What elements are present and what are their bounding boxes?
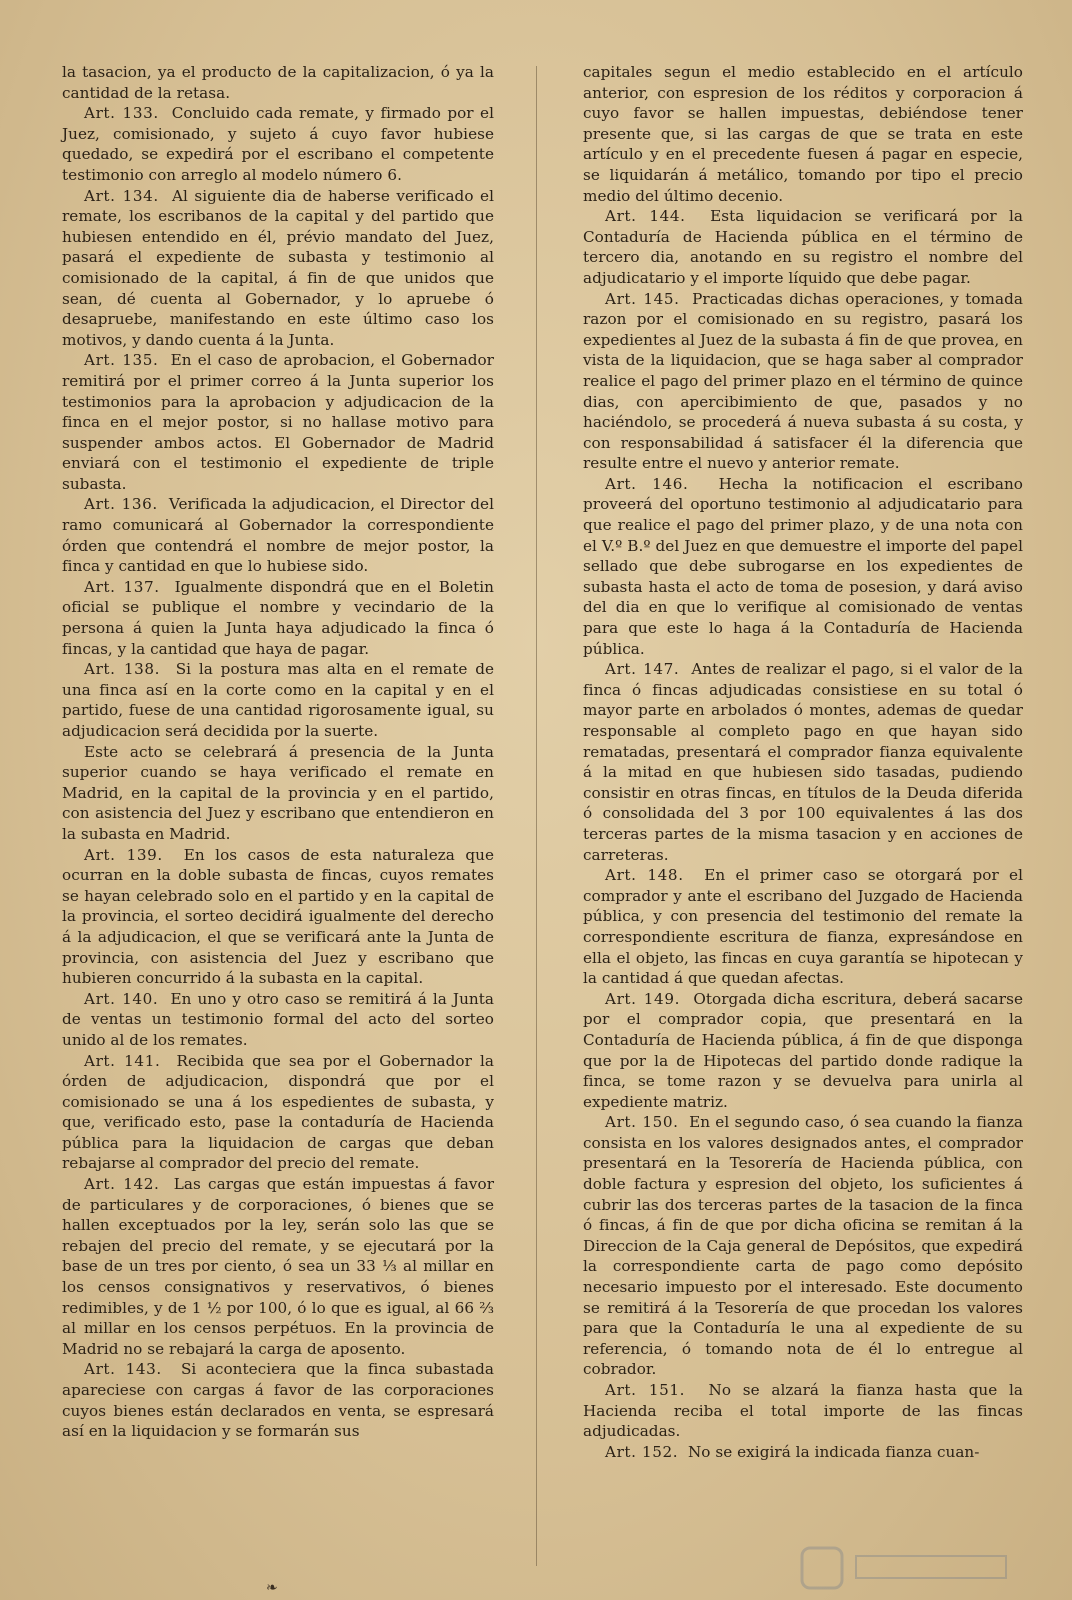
article-number: Art. 143. — [84, 1360, 162, 1379]
article-number: Art. 134. — [84, 186, 159, 205]
column-divider — [536, 66, 537, 1566]
article-paragraph — [62, 494, 494, 576]
article-number: Art. 138. — [84, 660, 161, 679]
article-text: Al siguiente dia de haberse verificado el remate, los escribanos de la capital y del partido que hubiesen entendido en él, prévio mandato del Juez, pasará el expediente de subasta y testimonio al comisionado de la capital, á fin de que unidos que sean, dé cuenta al Gobernador, y lo apruebe ó desapruebe, manifestando en este último caso los motivos, y dando cuenta á la Junta. — [62, 186, 494, 349]
article-text: Concluido cada remate, y firmado por el Juez, comisionado, y sujeto á cuyo favor hubiese quedado, se expedirá por el escribano el competente testimonio con arreglo al modelo número 6. — [62, 104, 495, 184]
article-number: Art. 136. — [84, 495, 158, 514]
right-column — [583, 62, 1023, 1462]
article-number: Art. 142. — [84, 1175, 160, 1194]
archive-watermark — [800, 1542, 1020, 1592]
article-paragraph — [583, 1380, 1023, 1442]
article-paragraph — [583, 289, 1023, 474]
article-paragraph — [583, 206, 1023, 288]
article-paragraph — [583, 1112, 1023, 1380]
article-text: capitales segun el medio establecido en el artículo anterior, con espresion de los réditos y corporacion á cuyo favor se hallen impuestas, debiéndose tener presente que, si las cargas de que se trata en este artículo y en el precedente fuesen á pagar en especie, se liquidarán á metálico, tomando por tipo el precio medio del último decenio. — [583, 63, 1023, 205]
article-text: Otorgada dicha escritura, deberá sacarse por el comprador copia, que presentará en la Contaduría de Hacienda pública, á fin de que disponga que por la de Hipotecas del partido donde radique la finca, se tome razon y se devuelva para unirla al expediente matriz. — [583, 989, 1023, 1111]
article-number: Art. 137. — [84, 577, 160, 596]
article-paragraph — [62, 1051, 494, 1175]
article-paragraph — [583, 989, 1023, 1113]
article-number: Art. 149. — [605, 989, 681, 1008]
article-paragraph — [583, 865, 1023, 989]
article-text: Verificada la adjudicacion, el Director del ramo comunicará al Gobernador la correspondiente órden que contendrá el nombre de mejor postor, la finca y cantidad en que lo hubiese sido. — [62, 495, 494, 576]
article-text: Igualmente dispondrá que en el Boletin oficial se publique el nombre y vecindario de la persona á quien la Junta haya adjudicado la finca ó fincas, y la cantidad que haya de pagar. — [62, 577, 494, 658]
article-paragraph — [62, 845, 494, 989]
article-text: En uno y otro caso se remitirá á la Junta de ventas un testimonio formal del acto del sorteo unido al de los remates. — [62, 989, 494, 1049]
article-paragraph — [583, 474, 1023, 659]
article-text: Si aconteciera que la finca subastada apareciese con cargas á favor de las corporaciones cuyos bienes están declarados en venta, se espresará así en la liquidacion y se formarán sus — [62, 1360, 495, 1441]
article-paragraph — [62, 1174, 494, 1359]
article-paragraph — [62, 659, 494, 741]
article-paragraph — [62, 103, 494, 185]
article-paragraph — [62, 742, 494, 845]
footer-ornament: ❧ — [266, 1580, 278, 1596]
article-paragraph — [62, 350, 494, 494]
article-text: Este acto se celebrará á presencia de la Junta superior cuando se haya verificado el remate en Madrid, en la capital de la provincia y en el partido, con asistencia del Juez y escribano que entendieron en la subasta en Madrid. — [62, 742, 494, 843]
article-text: Recibida que sea por el Gobernador la órden de adjudicacion, dispondrá que por el comisionado se una á los espedientes de subasta, y que, verificado esto, pase la contaduría de Hacienda pública para la liquidacion de cargas que deban rebajarse al comprador del precio del remate. — [62, 1051, 494, 1173]
article-paragraph — [62, 577, 494, 659]
article-number: Art. 145. — [605, 289, 680, 308]
article-number: Art. 139. — [84, 845, 163, 864]
article-number: Art. 146. — [605, 474, 689, 493]
article-number: Art. 148. — [605, 866, 684, 885]
article-number: Art. 133. — [84, 104, 159, 123]
article-paragraph — [62, 1359, 494, 1441]
article-paragraph — [62, 186, 494, 351]
article-text: Antes de realizar el pago, si el valor de la finca ó fincas adjudicadas consistiese en su total ó mayor parte en arbolados ó montes, ademas de quedar responsable al completo pago en que hayan sido rematadas, presentará el comprador fianza equivalente á la mitad en que hubiesen sido tasadas, pudiendo consistir en otras fincas, en títulos de la Deuda diferida ó consolidada del 3 por 100 equivalentes á las dos terceras partes de la misma tasacion y en acciones de carreteras. — [583, 660, 1024, 864]
article-text: Hecha la notificacion el escribano proveerá del oportuno testimonio al adjudicatario para que realice el pago del primer plazo, y de una nota con el V.º B.º del Juez en que demuestre el importe del papel sellado que debe subrogarse en los expedientes de subasta hasta el acto de toma de posesion, y dará aviso del dia en que lo verifique al comisionado de ventas para que este lo haga á la Contaduría de Hacienda pública. — [583, 474, 1024, 658]
article-text: No se alzará la fianza hasta que la Hacienda reciba el total importe de las fincas adjudicadas. — [583, 1381, 1024, 1441]
article-number: Art. 140. — [84, 989, 159, 1008]
article-number: Art. 135. — [84, 351, 159, 370]
article-text: En el segundo caso, ó sea cuando la fianza consista en los valores designados antes, el comprador presentará en la Tesorería de Hacienda pública, con doble factura y espresion del objeto, los suficientes á cubrir las dos terceras partes de la tasacion de la finca ó fincas, á fin de que por dicha oficina se remitan á la Direccion de la Caja general de Depósitos, que expedirá la correspondiente carta de pago como depósito necesario impuesto por el interesado. Este documento se remitirá á la Tesorería de que procedan los valores para que la Contaduría le una al expediente de su referencia, ó tomando nota de él lo entregue al cobrador. — [583, 1113, 1023, 1379]
article-number: Art. 151. — [605, 1381, 686, 1399]
article-text: En los casos de esta naturaleza que ocurran en la doble subasta de fincas, cuyos remates se hayan celebrado solo en el partido y en la capital de la provincia, el sorteo decidirá igualmente del derecho á la adjudicacion, el que se verificará ante la Junta de provincia, con asistencia del Juez y escribano que hubieren concurrido á la subasta en la capital. — [62, 845, 495, 988]
article-paragraph — [583, 659, 1023, 865]
article-text: Si la postura mas alta en el remate de una finca así en la corte como en la capital y en el partido, fuese de una cantidad rigorosamente igual, su adjudicacion será decidida por la suerte. — [62, 660, 495, 740]
article-text: la tasacion, ya el producto de la capitalizacion, ó ya la cantidad de la retasa. — [62, 63, 494, 102]
article-paragraph — [583, 62, 1023, 206]
article-number: Art. 152. — [605, 1442, 679, 1461]
article-number: Art. 141. — [84, 1051, 161, 1070]
article-number: Art. 147. — [605, 660, 680, 679]
article-number: Art. 144. — [605, 207, 686, 226]
article-text: No se exigirá la indicada fianza cuan- — [687, 1442, 980, 1461]
article-text: En el caso de aprobacion, el Gobernador remitirá por el primer correo á la Junta superior los testimonios para la aprobacion y adjudicacion de la finca en el mejor postor, si no hallase motivo para suspender ambos actos. El Gobernador de Madrid enviará con el testimonio el expediente de triple subasta. — [62, 351, 494, 493]
article-paragraph — [62, 989, 494, 1051]
article-paragraph — [583, 1442, 1023, 1463]
article-paragraph — [62, 62, 494, 103]
article-text: Practicadas dichas operaciones, y tomada razon por el comisionado en su registro, pasará los expedientes al Juez de la subasta á fin de que provea, en vista de la liquidacion, que se haga saber al comprador realice el pago del primer plazo en el término de quince dias, con apercibimiento de que, pasados y no haciéndolo, se procederá á nueva subasta á su costa, y con responsabilidad á satisfacer él la diferencia que resulte entre el nuevo y anterior remate. — [583, 289, 1024, 473]
article-text: Esta liquidacion se verificará por la Contaduría de Hacienda pública en el término de tercero dia, anotando en su registro el nombre del adjudicatario y el importe líquido que debe pagar. — [583, 207, 1023, 287]
article-text: En el primer caso se otorgará por el comprador y ante el escribano del Juzgado de Hacienda pública, y con presencia del testimonio del remate la correspondiente escritura de fianza, expresándose en ella el objeto, las fincas en cuya garantía se hipotecan y la cantidad á que quedan afectas. — [583, 866, 1024, 988]
article-text: Las cargas que están impuestas á favor de particulares y de corporaciones, ó bienes que se hallen exceptuados por la ley, serán solo las que se rebajen del precio del remate, y se ejecutará por la base de un tres por ciento, ó sea un 33 ⅓ al millar en los censos consignativos y reservativos, ó bienes redimibles, y de 1 ½ por 100, ó lo que es igual, al 66 ⅔ al millar en los censos perpétuos. En la provincia de Madrid no se rebajará la carga de aposento. — [62, 1175, 494, 1358]
left-column — [62, 62, 494, 1442]
article-number: Art. 150. — [605, 1113, 679, 1132]
